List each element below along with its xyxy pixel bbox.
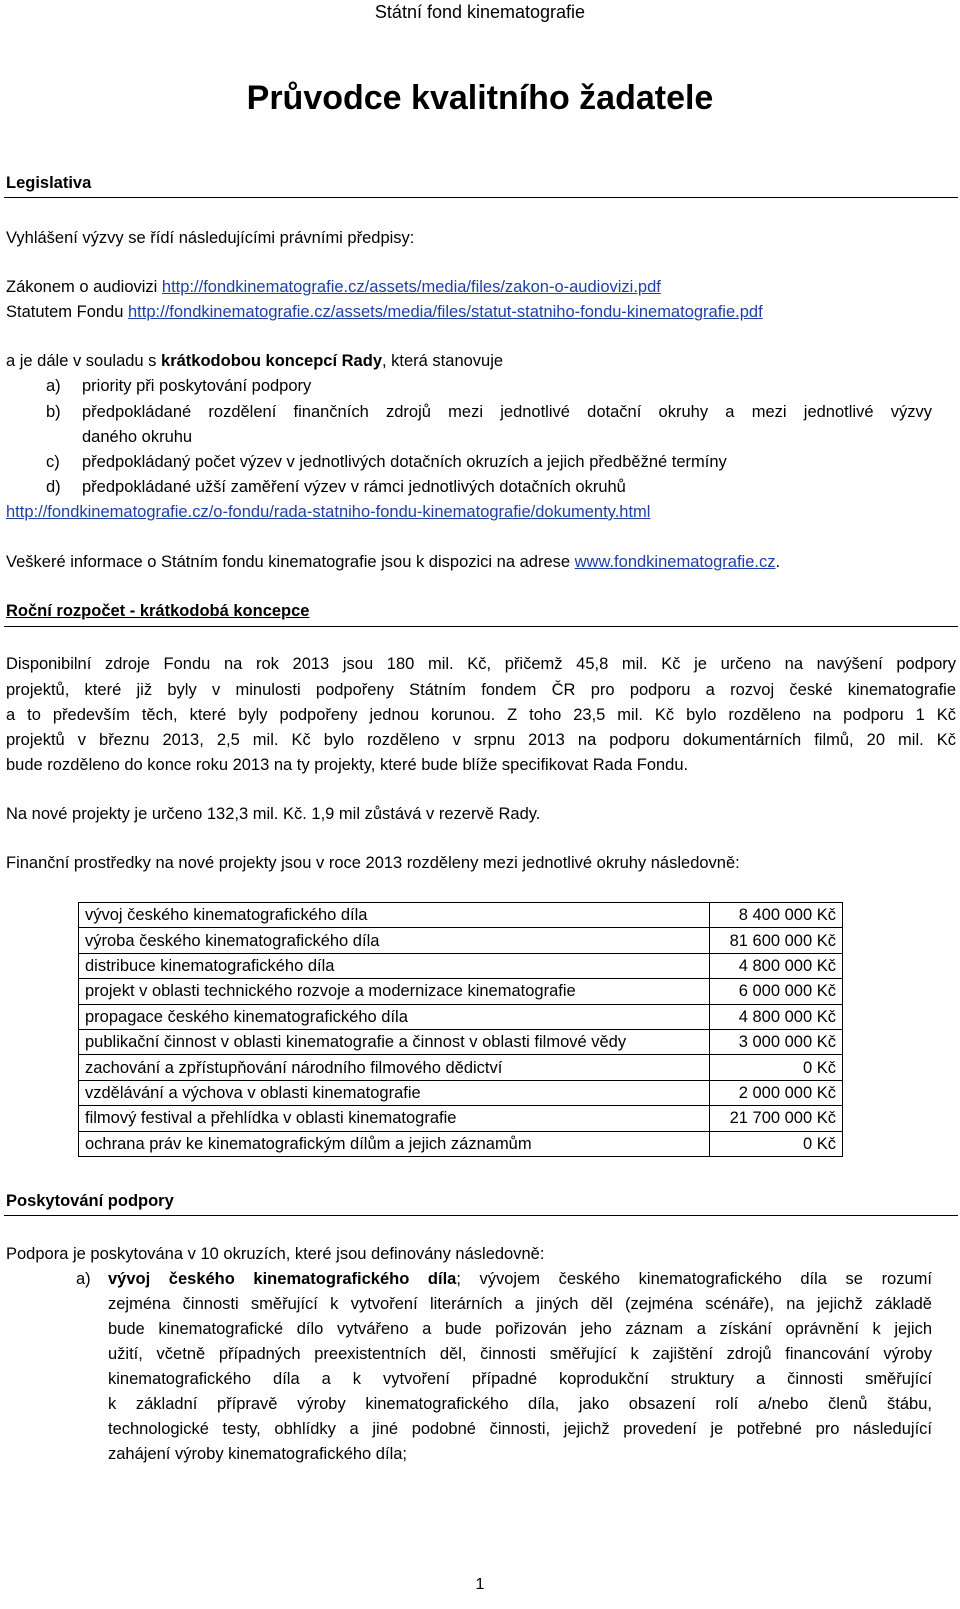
table-row [79, 1106, 843, 1131]
support-item-rest: ; vývojem českého kinematografického díla se rozumí [456, 1270, 932, 1288]
support-item-line: zahájení výroby kinematografického díla; [108, 1445, 407, 1463]
budget-amount: 4 800 000 Kč [710, 953, 843, 978]
table-row [79, 979, 843, 1004]
budget-category: vývoj českého kinematografického díla [79, 903, 710, 928]
info-post: . [775, 553, 781, 571]
list-item-mark: b) [46, 403, 61, 421]
table-row [79, 1131, 843, 1156]
table-row [79, 903, 843, 928]
info-line [6, 550, 780, 574]
list-item-mark: c) [46, 453, 60, 471]
law-link[interactable]: http://fondkinematografie.cz/assets/media/files/zakon-o-audiovizi.pdf [161, 278, 661, 296]
statute-link[interactable]: http://fondkinematografie.cz/assets/media/files/statut-statniho-fondu-kinematografie.pdf [128, 303, 763, 321]
page-number: 1 [475, 1576, 485, 1593]
budget-paragraph-line: projektů, které již byly v minulosti podpořeny Státním fondem ČR pro podporu a rozvoj české kinematografie [6, 681, 956, 699]
concept-line [6, 349, 503, 373]
allocation-intro: Finanční prostředky na nové projekty jsou v roce 2013 rozděleny mezi jednotlivé okruhy následovně: [6, 854, 740, 872]
budget-category: výroba českého kinematografického díla [79, 928, 710, 953]
budget-amount: 8 400 000 Kč [710, 903, 843, 928]
concept-post: , která stanovuje [382, 352, 504, 370]
list-item-text: předpokládané užší zaměření výzev v rámci jednotlivých dotačních okruhů [82, 478, 626, 496]
list-item-mark: d) [46, 478, 61, 496]
support-item-line: k základní přípravě výroby kinematografického díla, jako obsazení rolí a/nebo členů štábu, [108, 1395, 932, 1413]
legislation-heading: Legislativa [6, 174, 92, 192]
budget-category: zachování a zpřístupňování národního filmového dědictví [79, 1055, 710, 1080]
budget-category: ochrana práv ke kinematografickým dílům a jejich záznamům [79, 1131, 710, 1156]
website-link[interactable]: www.fondkinematografie.cz [574, 553, 776, 571]
budget-category: propagace českého kinematografického díla [79, 1004, 710, 1029]
info-pre: Veškeré informace o Státním fondu kinematografie jsou k dispozici na adrese [6, 553, 575, 571]
budget-category: filmový festival a přehlídka v oblasti kinematografie [79, 1106, 710, 1131]
new-projects-paragraph: Na nové projekty je určeno 132,3 mil. Kč. 1,9 mil zůstává v rezervě Rady. [6, 805, 541, 823]
support-item-line: bude kinematografické dílo vytvářeno a bude pořizován jeho záznam a získání oprávnění k jejich [108, 1320, 932, 1338]
statute-prefix: Statutem Fondu [6, 303, 128, 321]
list-item-continuation: daného okruhu [82, 428, 193, 446]
support-intro: Podpora je poskytována v 10 okruzích, které jsou definovány následovně: [6, 1245, 545, 1263]
table-row [79, 1004, 843, 1029]
concept-pre: a je dále v souladu s [6, 352, 162, 370]
list-item-text: priority při poskytování podpory [82, 377, 312, 395]
page-header: Státní fond kinematografie [374, 2, 586, 22]
support-item-first-line [108, 1267, 932, 1291]
table-row [79, 928, 843, 953]
list-item-mark: a) [76, 1270, 91, 1288]
list-item-text: předpokládané rozdělení finančních zdrojů mezi jednotlivé dotační okruhy a mezi jednotlivé výzvy [82, 403, 932, 421]
budget-paragraph-line: Disponibilní zdroje Fondu na rok 2013 jsou 180 mil. Kč, přičemž 45,8 mil. Kč je určeno na navýšení podpory [6, 655, 956, 673]
section-divider [4, 197, 958, 198]
budget-category: vzdělávání a výchova v oblasti kinematografie [79, 1080, 710, 1105]
budget-paragraph-line: bude rozděleno do konce roku 2013 na ty projekty, které bude blíže specifikovat Rada Fondu. [6, 756, 689, 774]
table-row [79, 1029, 843, 1054]
budget-paragraph-line: a to především těch, které byly podpořeny jednou korunou. Z toho 23,5 mil. Kč bylo rozděleno na podporu 1 Kč [6, 706, 956, 724]
budget-amount: 3 000 000 Kč [710, 1029, 843, 1054]
list-item-text: předpokládaný počet výzev v jednotlivých dotačních okruzích a jejich předběžné termíny [82, 453, 727, 471]
concept-bold: krátkodobou koncepcí Rady [161, 352, 382, 370]
support-item-line: zejména činnosti směřující k vytvoření literárních a jiných děl (zejména scénáře), na jejichž základě [108, 1295, 932, 1313]
law-prefix: Zákonem o audiovizi [6, 278, 162, 296]
budget-amount: 0 Kč [710, 1055, 843, 1080]
support-item-line: technologické testy, obhlídky a jiné podobné činnosti, jejichž provedení je potřebné pro následující [108, 1420, 932, 1438]
support-heading: Poskytování podpory [6, 1192, 174, 1210]
list-item-mark: a) [46, 377, 61, 395]
legislation-intro: Vyhlášení výzvy se řídí následujícími právními předpisy: [6, 229, 415, 247]
budget-amount: 21 700 000 Kč [710, 1106, 843, 1131]
budget-heading: Roční rozpočet - krátkodobá koncepce [6, 602, 310, 620]
budget-amount: 0 Kč [710, 1131, 843, 1156]
section-divider [4, 1215, 958, 1216]
table-row [79, 1055, 843, 1080]
table-row [79, 1080, 843, 1105]
budget-amount: 6 000 000 Kč [710, 979, 843, 1004]
budget-paragraph-line: projektů v březnu 2013, 2,5 mil. Kč bylo rozděleno v srpnu 2013 na podporu dokumentárních filmů, 20 mil. Kč [6, 731, 956, 749]
law-line [6, 275, 661, 299]
budget-table [78, 902, 843, 1157]
statute-line [6, 300, 763, 324]
support-item-bold: vývoj českého kinematografického díla [108, 1270, 457, 1288]
support-item-line: kinematografického díla a k vytvoření případné koprodukční struktury a činnosti směřující [108, 1370, 932, 1388]
budget-category: projekt v oblasti technického rozvoje a modernizace kinematografie [79, 979, 710, 1004]
documents-link[interactable]: http://fondkinematografie.cz/o-fondu/rada-statniho-fondu-kinematografie/dokumenty.html [6, 503, 651, 521]
page-title: Průvodce kvalitního žadatele [246, 79, 714, 117]
budget-category: publikační činnost v oblasti kinematografie a činnost v oblasti filmové vědy [79, 1029, 710, 1054]
budget-amount: 2 000 000 Kč [710, 1080, 843, 1105]
budget-amount: 81 600 000 Kč [710, 928, 843, 953]
budget-amount: 4 800 000 Kč [710, 1004, 843, 1029]
table-row [79, 953, 843, 978]
section-divider [4, 626, 958, 627]
support-item-line: užití, včetně případných preexistentních děl, činnosti směřující k zajištění zdrojů financování výroby [108, 1345, 932, 1363]
budget-category: distribuce kinematografického díla [79, 953, 710, 978]
